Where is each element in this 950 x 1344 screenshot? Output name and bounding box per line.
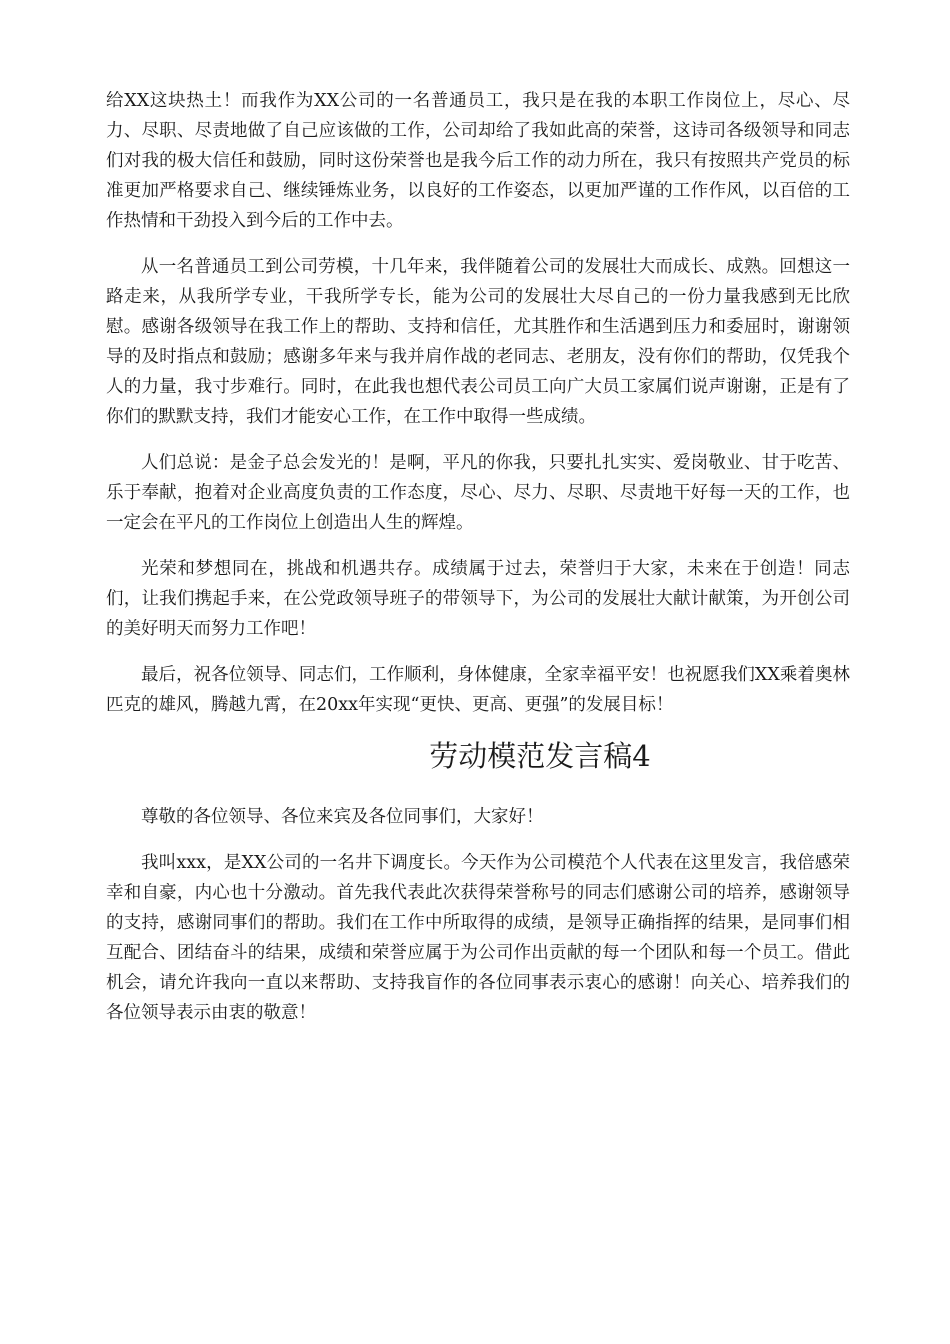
paragraph-introduction: 我叫xxx，是XX公司的一名井下调度长。今天作为公司模范个人代表在这里发言，我倍感荣幸和自豪，内心也十分激动。首先我代表此次获得荣誉称号的同志们感谢公司的培养，感谢领导的支持，感谢同事们的帮助。我们在工作中所取得的成绩，是领导正确指挥的结果，是同事们相互配合、团结奋斗的结果，成绩和荣誉应属于为公司作出贡献的每一个团队和每一个员工。借此机会，请允许我向一直以来帮助、支持我盲作的各位同事表示衷心的感谢！向关心、培养我们的各位领导表示由衷的敬意！ [106, 853, 850, 1023]
paragraph-glory-dream: 光荣和梦想同在，挑战和机遇共存。成绩属于过去，荣誉归于大家，未来在于创造！同志们，让我们携起手来，在公党政领导班子的带领导下，为公司的发展壮大献计献策，为开创公司的美好明天而努力工作吧！ [106, 559, 850, 639]
paragraph-closing-wishes: 最后，祝各位领导、同志们，工作顺利，身体健康，全家幸福平安！也祝愿我们XX乘着奥林匹克的雄风，腾越九霄，在20xx年实现“更快、更高、更强”的发展目标！ [106, 665, 850, 715]
paragraph-gold-shines: 人们总说：是金子总会发光的！是啊，平凡的你我，只要扎扎实实、爱岗敬业、甘于吃苦、乐于奉献，抱着对企业高度负责的工作态度，尽心、尽力、尽职、尽责地干好每一天的工作，也一定会在平凡的工作岗位上创造出人生的辉煌。 [106, 453, 850, 533]
paragraph-greeting: 尊敬的各位领导、各位来宾及各位同事们，大家好！ [141, 807, 544, 827]
paragraph-growth: 从一名普通员工到公司劳模，十几年来，我伴随着公司的发展壮大而成长、成熟。回想这一路走来，从我所学专业，干我所学专长，能为公司的发展壮大尽自己的一份力量我感到无比欣慰。感谢各级领导在我工作上的帮助、支持和信任，尤其胜作和生活遇到压力和委屈时，谢谢领导的及时指点和鼓励；感谢多年来与我并肩作战的老同志、老朋友，没有你们的帮助，仅凭我个人的力量，我寸步难行。同时，在此我也想代表公司员工向广大员工家属们说声谢谢，正是有了你们的默默支持，我们才能安心工作，在工作中取得一些成绩。 [106, 257, 850, 427]
document-page [106, 86, 850, 1044]
section-heading: 劳动模范发言稿4 [429, 739, 651, 773]
paragraph-continuation: 给XX这块热土！而我作为XX公司的一名普通员工，我只是在我的本职工作岗位上，尽心、尽力、尽职、尽责地做了自己应该做的工作，公司却给了我如此高的荣誉，这诗司各级领导和同志们对我的极大信任和鼓励，同时这份荣誉也是我今后工作的动力所在，我只有按照共产党员的标准更加严格要求自己、继续锤炼业务，以良好的工作姿态，以更加严谨的工作作风，以百倍的工作热情和干劲投入到今后的工作中去。 [106, 91, 850, 231]
